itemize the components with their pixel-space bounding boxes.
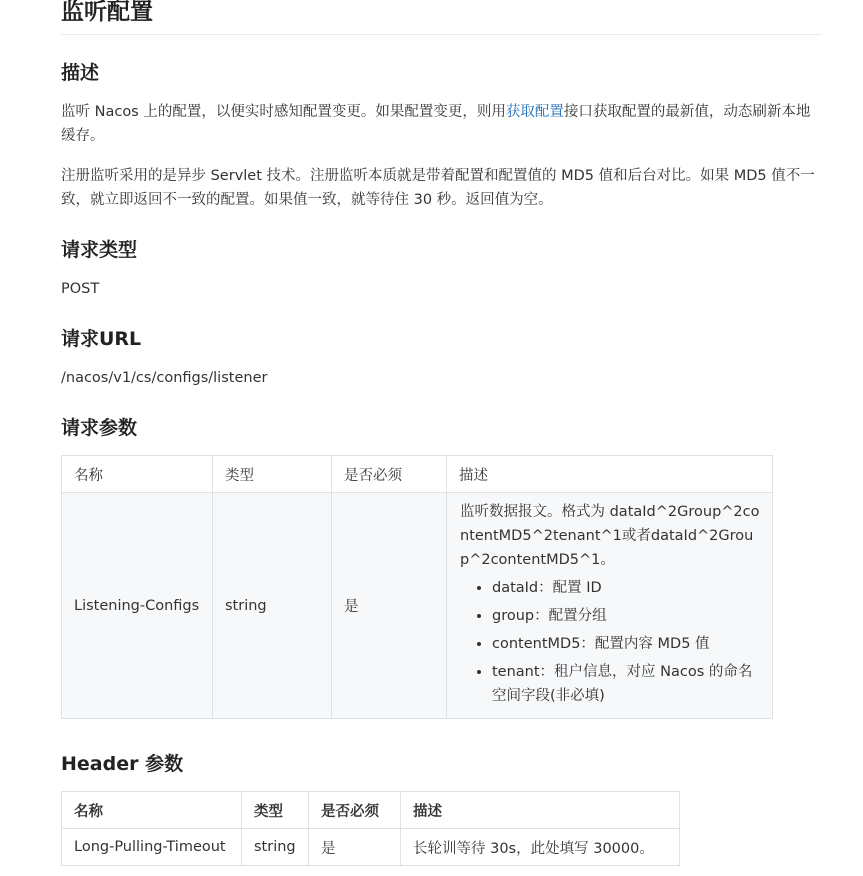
params-col-type: 类型 (213, 456, 332, 493)
desc-paragraph-1 (61, 100, 823, 148)
param-name: Listening-Configs (62, 493, 213, 719)
params-col-name: 名称 (62, 456, 213, 493)
desc-p1-text-after: 接口获取配置的最新值，动态刷新本地缓存。 (61, 104, 811, 144)
list-item: • tenant：租户信息，对应 Nacos 的命名空间字段(非必填) (492, 660, 760, 708)
header-params-table (61, 791, 680, 866)
header-params-heading: Header 参数 (61, 753, 184, 775)
table-row (62, 829, 680, 866)
get-config-link[interactable]: 获取配置 (505, 104, 564, 120)
param-type: string (213, 493, 332, 719)
desc-p1-text-before: 监听 Nacos 上的配置，以便实时感知配置变更。如果配置变更，则用 (61, 104, 506, 120)
desc-paragraph-2: 注册监听采用的是异步 Servlet 技术。注册监听本质就是带着配置和配置值的 MD5 值和后台对比。如果 MD5 值不一致，就立即返回不一致的配置。如果值一致，就等待住 30 秒。返回值为空。 (61, 168, 815, 208)
url-heading: 请求URL (61, 328, 142, 350)
header-col-name: 名称 (62, 792, 242, 829)
param-desc (447, 493, 773, 719)
desc-heading: 描述 (61, 62, 100, 84)
header-col-required: 是否必须 (309, 792, 401, 829)
table-row (62, 493, 773, 719)
params-table (61, 455, 773, 719)
params-heading: 请求参数 (61, 417, 138, 439)
list-item: • dataId：配置 ID (492, 576, 760, 600)
param-desc-list (460, 576, 760, 708)
param-required: 是 (332, 493, 447, 719)
page-title: 监听配置 (61, 0, 153, 25)
title-divider (61, 34, 822, 35)
url-value: /nacos/v1/cs/configs/listener (61, 370, 268, 386)
method-heading: 请求类型 (61, 239, 138, 261)
params-table-header-row (62, 456, 773, 493)
header-param-name: Long-Pulling-Timeout (62, 829, 242, 866)
header-table-header-row (62, 792, 680, 829)
params-col-desc: 描述 (447, 456, 773, 493)
header-param-type: string (242, 829, 309, 866)
header-param-desc: 长轮训等待 30s，此处填写 30000。 (401, 829, 680, 866)
method-value: POST (61, 281, 100, 297)
list-item: • group：配置分组 (492, 604, 760, 628)
param-desc-intro: 监听数据报文。格式为 dataId^2Group^2contentMD5^2tenant^1或者dataId^2Group^2contentMD5^1。 (460, 504, 760, 568)
params-col-required: 是否必须 (332, 456, 447, 493)
header-col-type: 类型 (242, 792, 309, 829)
list-item: • contentMD5：配置内容 MD5 值 (492, 632, 760, 656)
header-param-required: 是 (309, 829, 401, 866)
header-col-desc: 描述 (401, 792, 680, 829)
